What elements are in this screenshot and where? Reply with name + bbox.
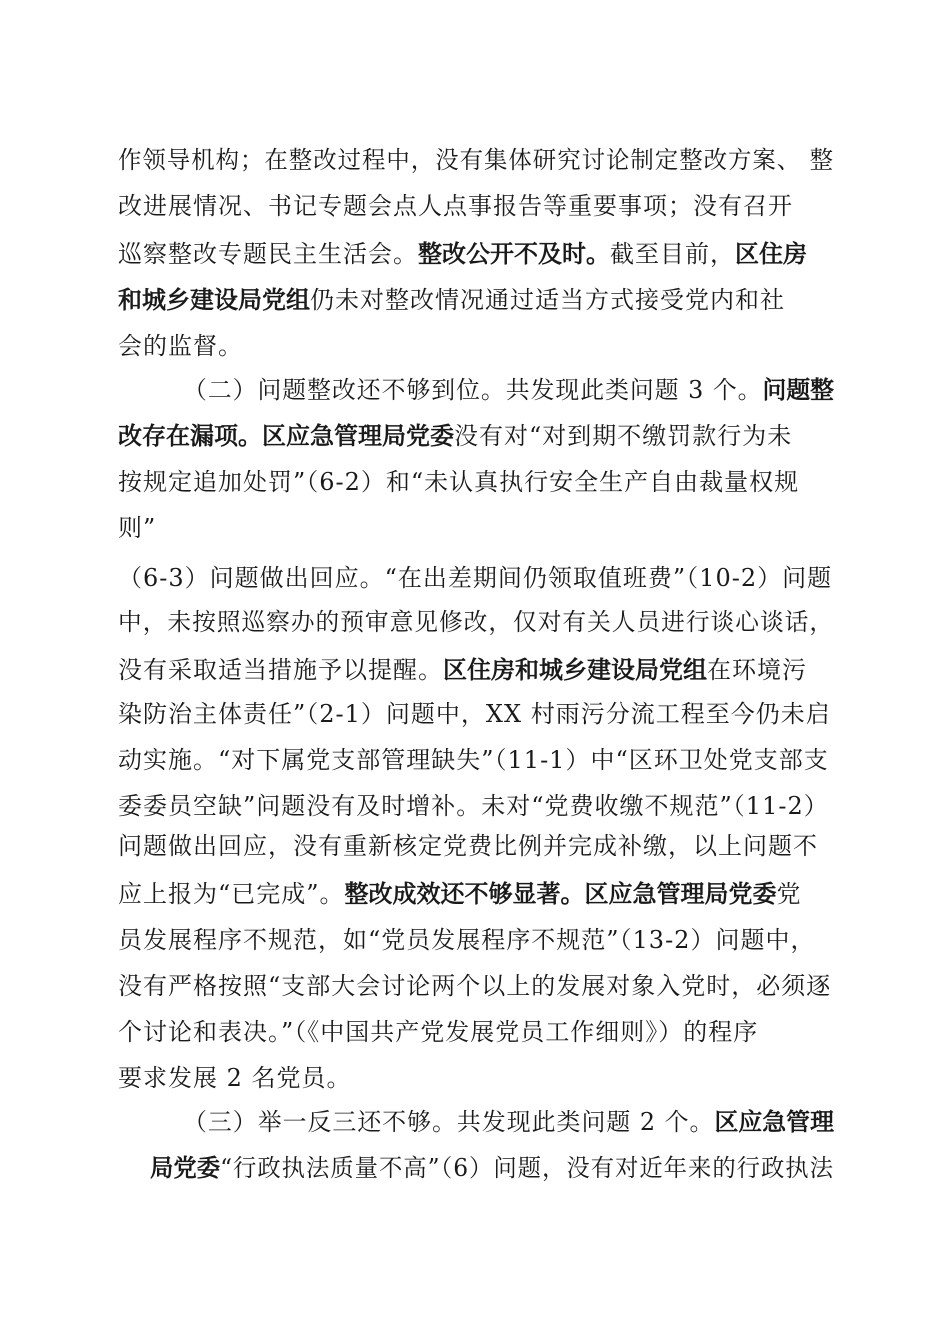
text-run: 截至目前， (610, 240, 735, 268)
text-line (118, 744, 829, 776)
text-run: 应上报为“已完成”。 (118, 880, 345, 908)
text-line (118, 1062, 352, 1094)
text-line (118, 654, 807, 686)
text-run: 染防治主体责任”（2-1）问题中，XX 村雨污分流工程至今仍未启 (118, 700, 831, 728)
text-line (183, 374, 834, 406)
text-line (118, 466, 799, 498)
text-line (118, 698, 831, 730)
text-run: 中，未按照巡察办的预审意见修改，仅对有关人员进行谈心谈话， (118, 608, 835, 636)
text-run: （二）问题整改还不够到位。共发现此类问题 3 个。 (183, 376, 763, 404)
text-line (118, 606, 834, 638)
bold-text: 和城乡建设局党组 (118, 286, 310, 314)
text-line (118, 878, 802, 910)
text-line (118, 830, 818, 862)
text-run: 动实施。“对下属党支部管理缺失”（11-1）中“区环卫处党支部支 (118, 746, 829, 774)
text-line (118, 924, 815, 956)
text-line (118, 144, 834, 176)
text-line (118, 238, 807, 270)
text-run: （6-3）问题做出回应。“在出差期间仍领取值班费”（10-2）问题 (118, 564, 833, 592)
text-line (118, 1016, 758, 1048)
text-run: 委委员空缺”问题没有及时增补。未对“党费收缴不规范”（11-2） (118, 792, 829, 820)
text-run: “行政执法质量不高”（6）问题，没有对近年来的行政执法 (220, 1154, 834, 1182)
bold-text: 区应急管理 (714, 1108, 834, 1136)
text-run: 没有严格按照“支部大会讨论两个以上的发展对象入党时，必须逐 (118, 972, 832, 1000)
text-run: 则” (118, 514, 157, 542)
text-run: 在环境污 (707, 656, 807, 684)
text-run: 按规定追加处罚”（6-2）和“未认真执行安全生产自由裁量权规 (118, 468, 800, 496)
text-line (118, 330, 243, 362)
text-line (118, 190, 793, 222)
text-run: 改进展情况、书记专题会点人点事报告等重要事项；没有召开 (118, 192, 793, 220)
text-line (118, 512, 156, 544)
text-run: 作领导机构；在整改过程中，没有集体研究讨论制定整改方案、 整 (118, 146, 835, 174)
text-run: 问题做出回应，没有重新核定党费比例并完成补缴，以上问题不 (118, 832, 818, 860)
text-run: 没有采取适当措施予以提醒。 (118, 656, 443, 684)
text-line (118, 970, 831, 1002)
text-run: （三）举一反三还不够。共发现此类问题 2 个。 (183, 1108, 715, 1136)
text-line (118, 284, 785, 316)
bold-text: 区住房和城乡建设局党组 (443, 656, 707, 684)
bold-text: 问题整 (762, 376, 835, 404)
text-run: 会的监督。 (118, 332, 243, 360)
bold-text: 区住房 (735, 240, 807, 268)
text-line (118, 562, 832, 594)
bold-text: 整改公开不及时。 (418, 240, 610, 268)
text-line (118, 420, 792, 452)
bold-text: 改存在漏项。区应急管理局党委 (118, 422, 454, 450)
text-line (183, 1106, 834, 1138)
text-run: 巡察整改专题民主生活会。 (118, 240, 418, 268)
text-line (150, 1152, 834, 1184)
text-run: 党 (776, 880, 802, 908)
text-line (118, 790, 829, 822)
bold-text: 局党委 (150, 1154, 221, 1182)
text-run: 员发展程序不规范，如“党员发展程序不规范”（13-2）问题中， (118, 926, 816, 954)
text-run: 没有对“对到期不缴罚款行为未 (454, 422, 793, 450)
text-run: 要求发展 2 名党员。 (118, 1064, 352, 1092)
bold-text: 整改成效还不够显著。区应急管理局党委 (344, 880, 777, 908)
text-run: 仍未对整改情况通过适当方式接受党内和社 (310, 286, 785, 314)
text-run: 个讨论和表决。”（《中国共产党发展党员工作细则》）的程序 (118, 1018, 759, 1046)
